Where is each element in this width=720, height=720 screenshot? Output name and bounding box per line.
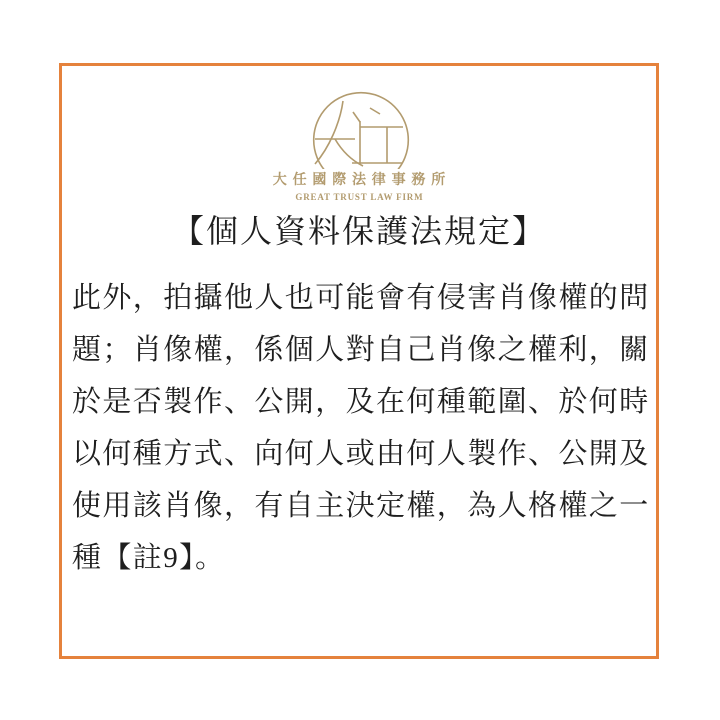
body-text-line: 種【註9】。 xyxy=(72,542,226,574)
law-firm-logo-monogram-icon xyxy=(312,91,410,169)
body-text-line: 此外，拍攝他人也可能會有侵害肖像權的問 xyxy=(72,282,650,314)
company-name-english: GREAT TRUST LAW FIRM xyxy=(295,192,424,202)
page-title: 【個人資料保護法規定】 xyxy=(171,213,546,249)
body-text-line: 使用該肖像，有自主決定權，為人格權之一 xyxy=(72,490,650,522)
orange-border-frame xyxy=(59,63,659,659)
body-text-line: 於是否製作、公開，及在何種範圍、於何時 xyxy=(72,386,650,418)
company-name-chinese: 大任國際法律事務所 xyxy=(272,173,451,188)
body-text-block xyxy=(72,272,656,584)
body-text-line: 以何種方式、向何人或由何人製作、公開及 xyxy=(72,438,650,470)
body-text-line: 題；肖像權，係個人對自己肖像之權利，關 xyxy=(72,334,650,366)
